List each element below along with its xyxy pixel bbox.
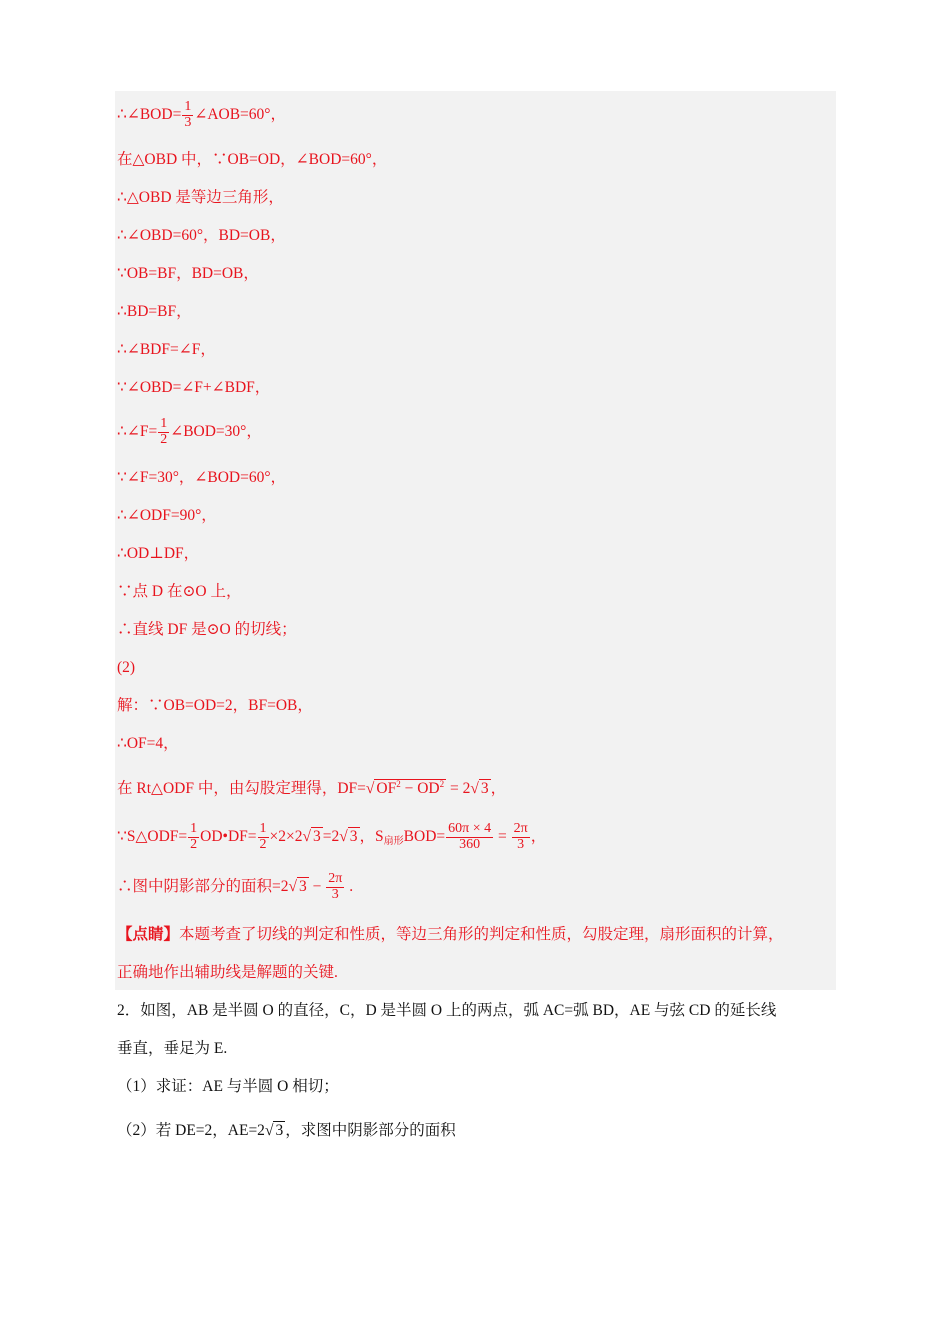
comment-tag: 【点睛】 bbox=[117, 926, 180, 943]
fraction: $\frac{1}{3}$ bbox=[184, 99, 192, 130]
comment-line: 正确地作出辅助线是解题的关键. bbox=[117, 964, 338, 981]
solution-line: ∴∠OBD=60°，BD=OB， bbox=[117, 227, 286, 244]
solution-line: ∵点 D 在⊙O 上， bbox=[117, 583, 242, 600]
square-root: √ $OF^2 - OD^2$ bbox=[365, 779, 445, 798]
solution-line: ∵∠OBD=∠F+∠BDF， bbox=[117, 379, 271, 396]
fraction: $\frac{60\pi \times 4}{360}$ bbox=[448, 821, 492, 852]
solution-line: ∵S△ODF= $\frac{1}{2}$ OD•DF= $\frac{1}{2}$ ×2×2√ 3 =2√ 3 ，$S_{扇形}BOD=$ $\frac{60\pi \times 4}{360}$ = $\frac{2\pi}{3}$ ， bbox=[117, 821, 547, 852]
fraction: $\frac{1}{2}$ bbox=[190, 821, 198, 852]
solution-line: ∴图中阴影部分的面积=2√ 3 − $\frac{2\pi}{3}$ . bbox=[117, 871, 354, 902]
square-root: √ 3 bbox=[288, 877, 307, 895]
question-text: 2．如图，AB 是半圆 O 的直径，C，D 是半圆 O 上的两点，弧 AC=弧 BD，AE 与弦 CD 的延长线 bbox=[117, 1002, 777, 1019]
solution-line: 在△OBD 中，∵OB=OD，∠BOD=60°， bbox=[117, 151, 388, 168]
solution-line: ∴∠F= $\frac{1}{2}$ ∠BOD=30°， bbox=[117, 416, 262, 447]
solution-line: ∴△OBD 是等边三角形， bbox=[117, 189, 284, 206]
solution-line: ∴∠ODF=90°， bbox=[117, 507, 217, 524]
solution-line: 解：∵OB=OD=2，BF=OB， bbox=[117, 697, 313, 714]
fraction: $\frac{2\pi}{3}$ bbox=[328, 871, 343, 902]
solution-block bbox=[115, 91, 836, 990]
solution-line: ∵OB=BF，BD=OB， bbox=[117, 265, 259, 282]
question-text: 垂直，垂足为 E. bbox=[117, 1040, 228, 1057]
solution-line: 在 Rt△ODF 中，由勾股定理得，DF=√ $OF^2 - OD^2 = 2√$ 3 ， bbox=[117, 779, 507, 798]
comment-line: 【点睛】本题考查了切线的判定和性质，等边三角形的判定和性质，勾股定理，扇形面积的计算， bbox=[117, 926, 784, 943]
solution-line: ∴OF=4， bbox=[117, 735, 179, 752]
solution-line: ∵∠F=30°，∠BOD=60°， bbox=[117, 469, 287, 486]
square-root: √ 3 bbox=[470, 780, 489, 798]
fraction: $\frac{2\pi}{3}$ bbox=[513, 821, 528, 852]
square-root: √ 3 bbox=[302, 827, 321, 845]
part-label: (2) bbox=[117, 659, 136, 676]
solution-line: ∴∠BOD= $\frac{1}{3}$ ∠AOB=60°， bbox=[117, 99, 286, 130]
fraction: $\frac{1}{2}$ bbox=[259, 821, 267, 852]
solution-line: ∴BD=BF， bbox=[117, 303, 192, 320]
square-root: √ 3 bbox=[339, 827, 358, 845]
square-root: √ 3 bbox=[264, 1122, 284, 1139]
solution-line: ∴∠BDF=∠F， bbox=[117, 341, 216, 358]
solution-line: ∴直线 DF 是⊙O 的切线； bbox=[117, 621, 297, 638]
solution-line: ∴OD⊥DF， bbox=[117, 545, 200, 562]
question-part: （2）若 DE=2，AE=2√ 3 ，求图中阴影部分的面积 bbox=[117, 1122, 456, 1139]
question-part: （1）求证：AE 与半圆 O 相切； bbox=[117, 1078, 339, 1095]
fraction: $\frac{1}{2}$ bbox=[160, 416, 168, 447]
